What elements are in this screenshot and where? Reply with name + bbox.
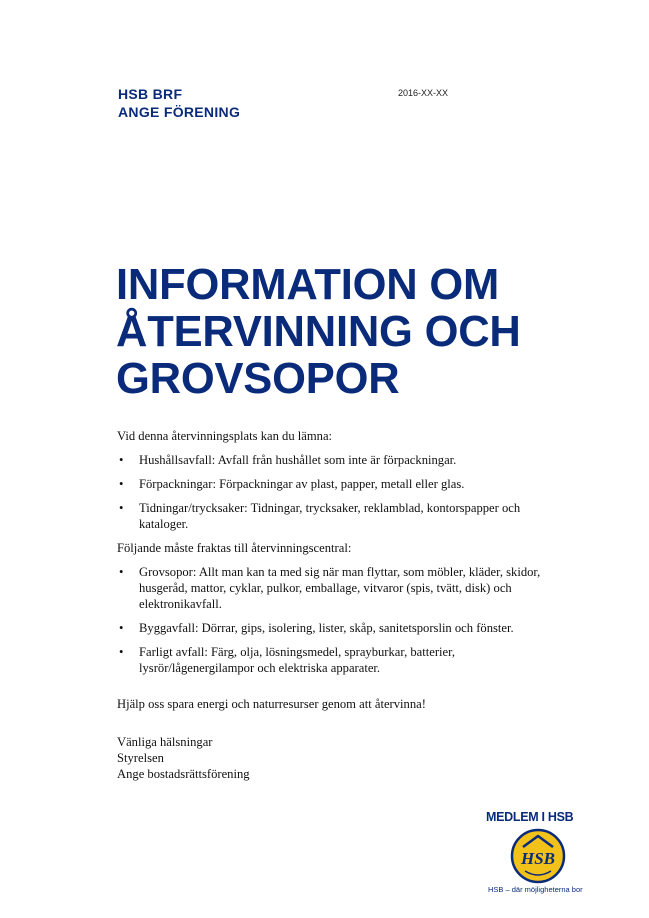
- intro-text: Vid denna återvinningsplats kan du lämna:: [117, 429, 333, 443]
- list-item: • Farligt avfall: Färg, olja, lösningsmedel, sprayburkar, batterier, lysrör/lågenergilampor och elektriska apparater.: [117, 644, 557, 676]
- signer: Styrelsen: [117, 751, 164, 765]
- org-line-1: HSB BRF: [118, 86, 183, 102]
- list-item: • Byggavfall: Dörrar, gips, isolering, lister, skåp, sanitetsporslin och fönster.: [117, 620, 557, 636]
- page-title: [116, 262, 521, 403]
- title-line-1: INFORMATION OM: [116, 261, 500, 309]
- logo-title: MEDLEM I HSB: [486, 810, 574, 824]
- central-intro-text: Följande måste fraktas till återvinningscentral:: [117, 541, 352, 555]
- list-item: • Förpackningar: Förpackningar av plast, papper, metall eller glas.: [117, 476, 557, 492]
- organization-name: [118, 85, 240, 121]
- help-text: Hjälp oss spara energi och naturresurser genom att återvinna!: [117, 697, 426, 711]
- allowed-items-list: [117, 452, 557, 532]
- central-items-list: [117, 564, 557, 676]
- list-item: • Hushållsavfall: Avfall från hushållet som inte är förpackningar.: [117, 452, 557, 468]
- logo-slogan: HSB – där möjligheterna bor: [488, 885, 583, 894]
- title-line-2: ÅTERVINNING OCH: [116, 308, 521, 356]
- list-item: • Tidningar/trycksaker: Tidningar, trycksaker, reklamblad, kontorspapper och kataloger.: [117, 500, 557, 532]
- org-line-2: ANGE FÖRENING: [118, 104, 241, 120]
- hsb-emblem-icon: [509, 827, 567, 885]
- association-name: Ange bostadsrättsförening: [117, 767, 250, 781]
- title-line-3: GROVSOPOR: [116, 355, 400, 403]
- emblem-text: HSB: [520, 849, 556, 868]
- list-item: • Grovsopor: Allt man kan ta med sig när man flyttar, som möbler, kläder, skidor, husgeråd, mattor, cyklar, pulkor, emballage, vitvaror (spis, tvätt, disk) och elektronikavfall.: [117, 564, 557, 612]
- greeting: Vänliga hälsningar: [117, 735, 213, 749]
- body-text: [117, 428, 557, 782]
- document-date: 2016-XX-XX: [398, 88, 449, 98]
- hsb-member-logo: [470, 810, 590, 900]
